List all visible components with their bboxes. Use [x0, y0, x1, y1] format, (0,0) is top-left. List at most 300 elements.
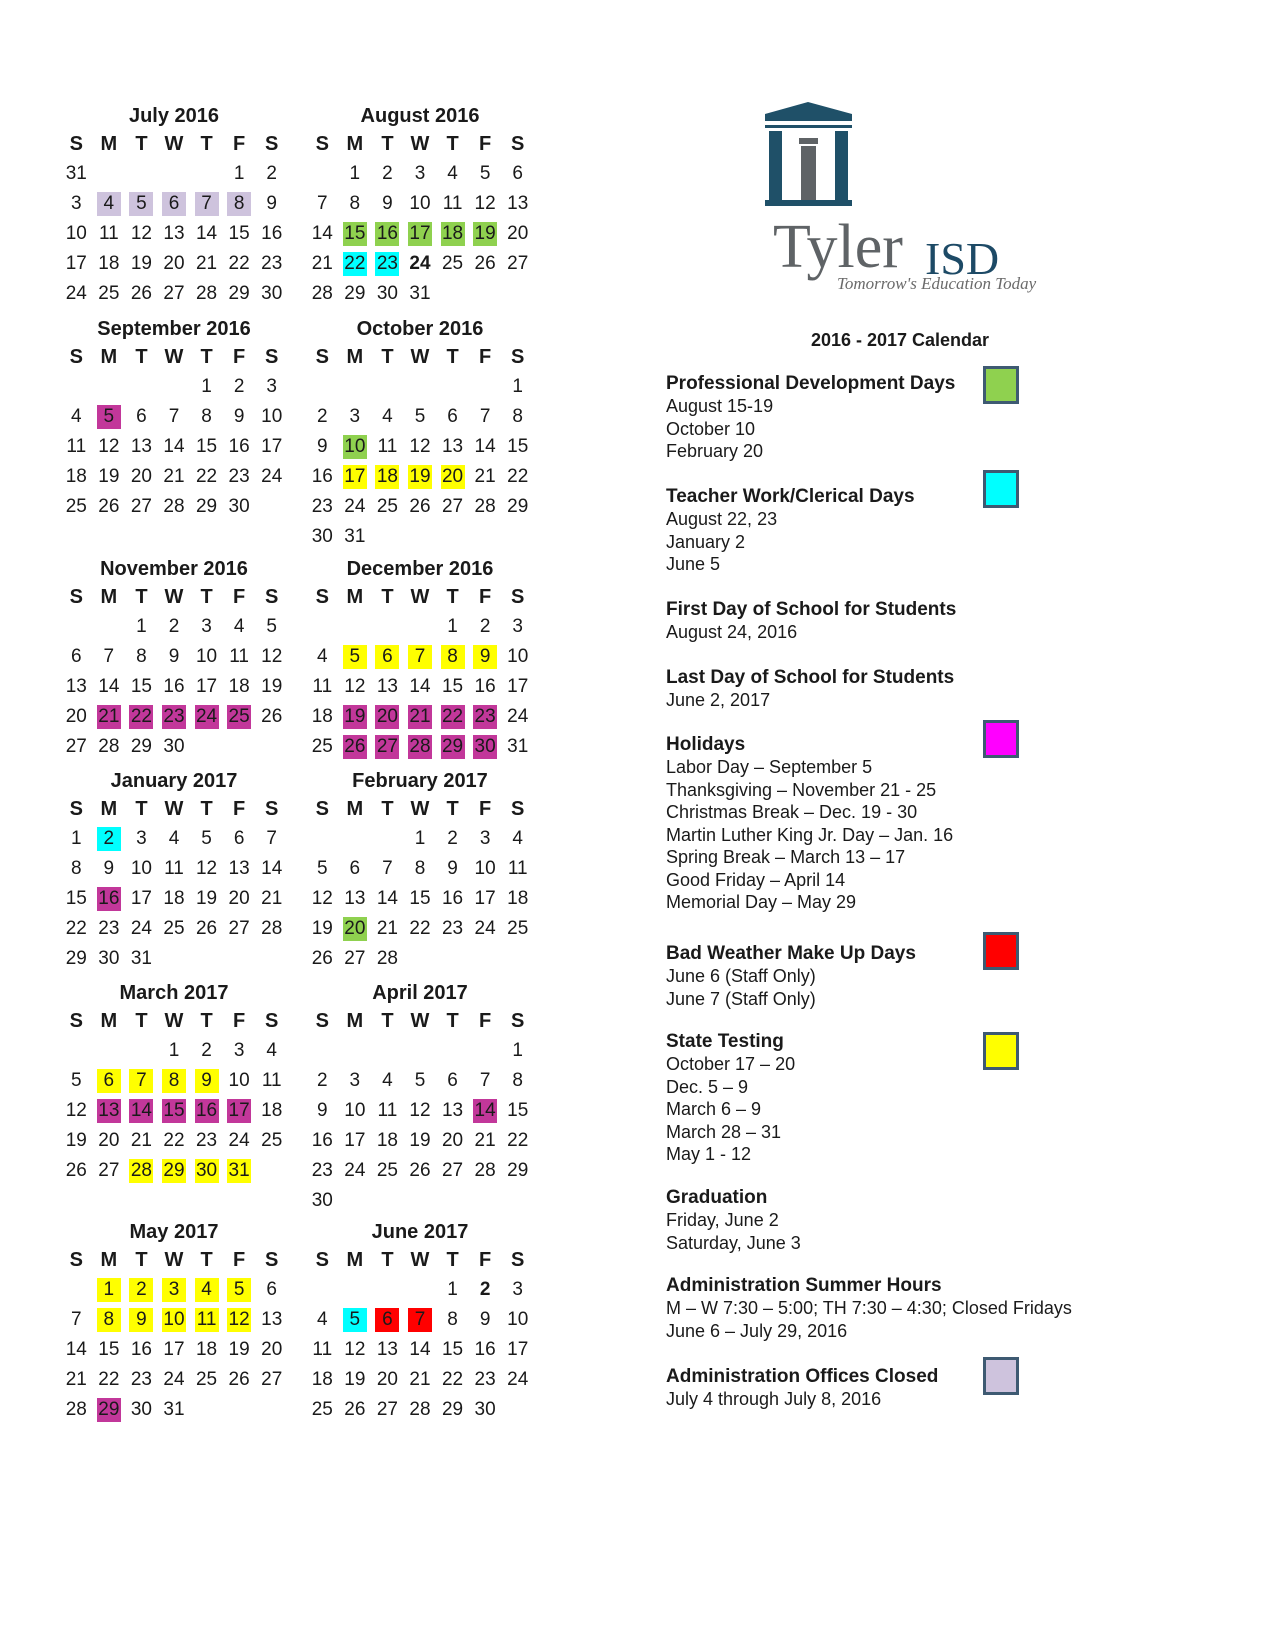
- day-number: 17: [409, 223, 431, 244]
- day-number: 10: [163, 1309, 185, 1330]
- day-cell: [223, 279, 256, 309]
- day-number: 6: [136, 406, 147, 427]
- day-number: 26: [228, 1369, 250, 1390]
- day-cell: [158, 432, 191, 462]
- day-cell: [93, 1096, 126, 1126]
- day-number: 18: [441, 223, 464, 244]
- day-cell: [125, 249, 158, 279]
- day-number: 23: [474, 1369, 496, 1390]
- day-cell: [60, 944, 93, 974]
- weekday-header: S: [69, 346, 83, 368]
- day-cell: [339, 402, 372, 432]
- day-number: 13: [163, 223, 185, 244]
- day-number: 5: [201, 828, 212, 849]
- day-cell: [223, 854, 256, 884]
- day-number: 8: [136, 646, 147, 667]
- day-cell: [190, 824, 223, 854]
- weekday-header: T: [200, 798, 213, 820]
- day-number: 20: [163, 253, 185, 274]
- weekday-header: T: [381, 798, 394, 820]
- day-cell: [501, 854, 534, 884]
- day-cell: [223, 1305, 256, 1335]
- day-number: 22: [98, 1369, 120, 1390]
- day-number: 17: [195, 676, 218, 697]
- weekday-header: T: [446, 133, 459, 155]
- day-cell: [93, 612, 126, 642]
- legend-color-swatch: [983, 932, 1019, 970]
- day-number: 29: [98, 1399, 120, 1420]
- weekday-header: T: [135, 346, 148, 368]
- day-number: 8: [201, 406, 212, 427]
- day-cell: [125, 854, 158, 884]
- day-cell: [190, 462, 223, 492]
- day-number: 1: [201, 376, 212, 397]
- day-cell: [306, 1156, 339, 1186]
- day-cell: [158, 672, 191, 702]
- day-number: 8: [512, 1070, 523, 1091]
- day-cell: [255, 612, 288, 642]
- logo-suffix: ISD: [925, 233, 1000, 284]
- day-cell: [469, 219, 502, 249]
- day-cell: [501, 1066, 534, 1096]
- weekday-header: M: [100, 346, 118, 368]
- weekday-header: W: [410, 133, 430, 155]
- tyler-isd-logo: [765, 100, 1065, 310]
- day-cell: [501, 249, 534, 279]
- day-number: 30: [163, 736, 185, 757]
- day-cell: [404, 402, 437, 432]
- day-number: 27: [441, 496, 464, 517]
- day-number: 20: [376, 706, 398, 727]
- day-cell: [469, 702, 502, 732]
- day-cell: [436, 249, 469, 279]
- day-cell: [158, 914, 191, 944]
- day-cell: [190, 702, 223, 732]
- weekday-header: M: [100, 1249, 118, 1271]
- day-cell: [339, 522, 372, 552]
- day-number: 14: [311, 223, 333, 244]
- weekday-header: S: [265, 586, 279, 608]
- day-cell: [255, 402, 288, 432]
- weekday-header: W: [410, 1249, 430, 1271]
- day-number: 3: [266, 376, 277, 397]
- legend-color-swatch: [983, 720, 1019, 758]
- month-title: February 2017: [352, 770, 488, 792]
- day-number: 29: [195, 496, 218, 517]
- day-number: 4: [316, 1309, 328, 1330]
- day-cell: [436, 1335, 469, 1365]
- day-number: 17: [228, 1100, 250, 1121]
- day-cell: [158, 702, 191, 732]
- day-cell: [190, 854, 223, 884]
- day-cell: [371, 1066, 404, 1096]
- day-number: 11: [377, 1100, 398, 1121]
- day-cell: [469, 642, 502, 672]
- day-cell: [501, 1096, 534, 1126]
- day-cell: [158, 1096, 191, 1126]
- day-cell: [93, 914, 126, 944]
- day-cell: [339, 1036, 372, 1066]
- day-number: 24: [261, 466, 283, 487]
- day-cell: [436, 219, 469, 249]
- day-cell: [60, 1126, 93, 1156]
- day-cell: [306, 944, 339, 974]
- day-cell: [190, 914, 223, 944]
- day-number: 6: [97, 1069, 121, 1093]
- day-cell: [223, 914, 256, 944]
- day-cell: [60, 1365, 93, 1395]
- day-cell: [371, 372, 404, 402]
- day-number: 27: [344, 948, 366, 969]
- day-number: 18: [311, 1369, 333, 1390]
- day-number: 3: [162, 1278, 186, 1302]
- day-number: 26: [195, 918, 218, 939]
- day-number: 14: [474, 1100, 496, 1121]
- day-cell: [371, 732, 404, 762]
- day-number: 17: [344, 1130, 366, 1151]
- weekday-header: M: [346, 586, 364, 608]
- day-number: 10: [409, 193, 431, 214]
- day-number: 25: [507, 918, 529, 939]
- day-number: 25: [441, 253, 464, 274]
- day-number: 14: [195, 223, 218, 244]
- legend-detail: June 6 (Staff Only): [666, 966, 816, 986]
- weekday-header: M: [346, 798, 364, 820]
- month-day-grid: [60, 129, 288, 309]
- day-number: 3: [70, 193, 82, 214]
- day-cell: [339, 372, 372, 402]
- day-cell: [223, 702, 256, 732]
- weekday-header: S: [69, 133, 83, 155]
- day-cell: [436, 1096, 469, 1126]
- day-cell: [306, 1335, 339, 1365]
- day-cell: [404, 159, 437, 189]
- day-number: 12: [130, 223, 152, 244]
- day-cell: [436, 1395, 469, 1425]
- day-number: 4: [266, 1040, 277, 1061]
- day-number: 22: [163, 1130, 185, 1151]
- day-number: 21: [261, 888, 283, 909]
- day-cell: [190, 372, 223, 402]
- day-number: 16: [228, 436, 250, 457]
- day-cell: [306, 1096, 339, 1126]
- legend-item: [666, 1365, 1146, 1411]
- day-cell: [339, 732, 372, 762]
- day-number: 12: [261, 646, 283, 667]
- day-cell: [469, 462, 502, 492]
- weekday-header: S: [69, 1249, 83, 1271]
- day-number: 19: [228, 1339, 250, 1360]
- day-number: 23: [311, 496, 333, 517]
- day-cell: [125, 1156, 158, 1186]
- day-cell: [436, 732, 469, 762]
- day-cell: [125, 189, 158, 219]
- day-number: 26: [311, 948, 333, 969]
- day-number: 28: [195, 283, 218, 304]
- day-number: 16: [311, 1130, 333, 1151]
- day-cell: [223, 462, 256, 492]
- day-number: 7: [195, 192, 219, 216]
- month-title: September 2016: [97, 318, 251, 340]
- month-title: January 2017: [110, 770, 238, 792]
- day-cell: [190, 189, 223, 219]
- day-number: 12: [65, 1100, 87, 1121]
- month-title: July 2016: [128, 105, 220, 127]
- day-number: 4: [316, 646, 328, 667]
- day-number: 19: [311, 918, 333, 939]
- day-cell: [339, 249, 372, 279]
- day-cell: [501, 1335, 534, 1365]
- month-title: November 2016: [100, 558, 248, 580]
- day-cell: [501, 189, 534, 219]
- day-cell: [255, 914, 288, 944]
- day-cell: [501, 432, 534, 462]
- day-cell: [306, 159, 339, 189]
- day-cell: [93, 944, 126, 974]
- weekday-header: T: [200, 1249, 213, 1271]
- day-cell: [501, 402, 534, 432]
- day-number: 27: [98, 1160, 120, 1181]
- day-cell: [501, 1036, 534, 1066]
- day-number: 22: [228, 253, 250, 274]
- day-number: 27: [376, 1399, 398, 1420]
- day-number: 19: [409, 1130, 431, 1151]
- day-number: 14: [261, 858, 283, 879]
- weekday-header: S: [69, 1010, 83, 1032]
- day-cell: [223, 432, 256, 462]
- day-number: 28: [474, 496, 496, 517]
- day-number: 25: [228, 706, 250, 727]
- day-number: 3: [201, 616, 212, 637]
- day-number: 23: [376, 253, 398, 274]
- day-cell: [501, 219, 534, 249]
- day-number: 14: [65, 1339, 87, 1360]
- day-cell: [125, 1335, 158, 1365]
- day-number: 23: [311, 1160, 333, 1181]
- day-number: 5: [227, 1278, 251, 1302]
- day-cell: [501, 884, 534, 914]
- day-number: 3: [479, 828, 491, 849]
- day-number: 14: [409, 676, 431, 697]
- day-cell: [158, 159, 191, 189]
- day-cell: [371, 1395, 404, 1425]
- weekday-header: W: [164, 346, 184, 368]
- legend-title: Administration Offices Closed: [666, 1366, 939, 1387]
- day-number: 26: [130, 283, 152, 304]
- day-number: 15: [195, 436, 218, 457]
- day-cell: [93, 402, 126, 432]
- legend-detail: June 6 – July 29, 2016: [666, 1320, 848, 1341]
- day-number: 27: [228, 918, 250, 939]
- day-cell: [125, 732, 158, 762]
- day-cell: [158, 612, 191, 642]
- legend-item: [666, 942, 1146, 1010]
- day-number: 26: [409, 496, 431, 517]
- day-number: 9: [195, 1069, 219, 1093]
- day-number: 8: [227, 192, 251, 216]
- day-number: 15: [507, 1100, 529, 1121]
- day-cell: [371, 432, 404, 462]
- weekday-header: W: [410, 798, 430, 820]
- weekday-header: F: [233, 798, 246, 820]
- day-cell: [158, 1066, 191, 1096]
- day-cell: [93, 1305, 126, 1335]
- day-cell: [404, 462, 437, 492]
- day-number: 27: [376, 736, 398, 757]
- day-cell: [60, 462, 93, 492]
- day-cell: [339, 1156, 372, 1186]
- day-number: 15: [409, 888, 431, 909]
- day-cell: [190, 672, 223, 702]
- day-cell: [339, 492, 372, 522]
- day-number: 23: [195, 1130, 218, 1151]
- day-cell: [190, 249, 223, 279]
- weekday-header: W: [164, 798, 184, 820]
- day-number: 6: [375, 1308, 399, 1332]
- day-number: 2: [168, 616, 180, 637]
- day-cell: [125, 702, 158, 732]
- day-number: 10: [507, 646, 529, 667]
- day-cell: [223, 1036, 256, 1066]
- day-number: 23: [163, 706, 185, 727]
- day-cell: [125, 1036, 158, 1066]
- day-number: 26: [261, 706, 283, 727]
- legend-detail: Saturday, June 3: [666, 1232, 801, 1253]
- day-cell: [306, 219, 339, 249]
- weekday-header: M: [100, 1010, 118, 1032]
- legend-detail: June 2, 2017: [666, 690, 771, 710]
- day-cell: [501, 372, 534, 402]
- day-cell: [404, 249, 437, 279]
- weekday-header: S: [265, 1010, 279, 1032]
- day-number: 5: [343, 1308, 367, 1332]
- month-day-grid: [60, 1006, 288, 1186]
- day-number: 22: [441, 1369, 464, 1390]
- day-cell: [93, 219, 126, 249]
- day-number: 19: [474, 223, 496, 244]
- day-cell: [125, 279, 158, 309]
- day-cell: [371, 1126, 404, 1156]
- day-cell: [158, 249, 191, 279]
- day-cell: [255, 1036, 288, 1066]
- weekday-header: F: [233, 586, 246, 608]
- day-number: 25: [376, 1160, 398, 1181]
- day-cell: [93, 1365, 126, 1395]
- day-cell: [93, 642, 126, 672]
- day-cell: [306, 1036, 339, 1066]
- day-number: 16: [441, 888, 464, 909]
- day-number: 11: [195, 1308, 219, 1332]
- day-number: 28: [130, 1160, 152, 1181]
- weekday-header: S: [511, 346, 525, 368]
- day-cell: [158, 462, 191, 492]
- day-cell: [306, 732, 339, 762]
- day-number: 5: [97, 405, 121, 429]
- weekday-header: F: [479, 586, 492, 608]
- month-day-grid: [306, 582, 534, 762]
- day-cell: [125, 1305, 158, 1335]
- day-number: 4: [70, 406, 82, 427]
- day-number: 17: [65, 253, 87, 274]
- building-columns-icon: [765, 100, 1065, 220]
- weekday-header: F: [479, 1010, 492, 1032]
- day-number: 3: [136, 828, 147, 849]
- day-cell: [93, 1066, 126, 1096]
- day-cell: [158, 1395, 191, 1425]
- day-number: 15: [65, 888, 87, 909]
- day-cell: [436, 462, 469, 492]
- day-number: 8: [70, 858, 82, 879]
- day-number: 2: [316, 406, 328, 427]
- day-number: 4: [168, 828, 180, 849]
- day-number: 25: [98, 283, 120, 304]
- day-cell: [60, 402, 93, 432]
- day-number: 17: [163, 1339, 185, 1360]
- day-cell: [371, 1305, 404, 1335]
- day-number: 30: [311, 526, 333, 547]
- day-cell: [469, 1066, 502, 1096]
- legend-detail: Dec. 5 – 9: [666, 1076, 749, 1097]
- day-cell: [223, 1365, 256, 1395]
- day-cell: [158, 1036, 191, 1066]
- day-number: 13: [261, 1309, 283, 1330]
- day-cell: [339, 612, 372, 642]
- day-number: 31: [409, 283, 431, 304]
- day-number: 25: [65, 496, 87, 517]
- day-cell: [469, 1126, 502, 1156]
- weekday-header: T: [446, 1249, 459, 1271]
- day-cell: [501, 1156, 534, 1186]
- legend-detail: October 17 – 20: [666, 1054, 796, 1074]
- day-cell: [255, 672, 288, 702]
- day-cell: [223, 372, 256, 402]
- day-number: 20: [228, 888, 250, 909]
- day-cell: [255, 249, 288, 279]
- day-number: 19: [261, 676, 283, 697]
- weekday-header: T: [381, 133, 394, 155]
- day-cell: [501, 1275, 534, 1305]
- day-number: 30: [474, 736, 496, 757]
- day-number: 18: [376, 1130, 398, 1151]
- day-cell: [255, 462, 288, 492]
- day-number: 20: [98, 1130, 120, 1151]
- day-cell: [223, 612, 256, 642]
- day-number: 1: [233, 163, 245, 184]
- day-number: 23: [261, 253, 283, 274]
- day-cell: [125, 1066, 158, 1096]
- day-number: 5: [129, 192, 153, 216]
- legend-detail: August 22, 23: [666, 509, 778, 529]
- day-cell: [404, 732, 437, 762]
- day-cell: [404, 1066, 437, 1096]
- day-cell: [436, 189, 469, 219]
- day-number: 31: [65, 163, 87, 184]
- day-cell: [190, 642, 223, 672]
- day-number: 2: [316, 1070, 328, 1091]
- day-number: 19: [65, 1130, 87, 1151]
- day-cell: [339, 279, 372, 309]
- month-day-grid: [306, 129, 534, 309]
- weekday-header: T: [135, 586, 148, 608]
- weekday-header: T: [200, 346, 213, 368]
- day-number: 19: [409, 466, 431, 487]
- month-title: March 2017: [119, 982, 229, 1004]
- day-number: 12: [474, 193, 496, 214]
- day-number: 30: [130, 1399, 152, 1420]
- month-calendar: [306, 768, 534, 974]
- month-title: June 2017: [371, 1221, 469, 1243]
- day-cell: [60, 702, 93, 732]
